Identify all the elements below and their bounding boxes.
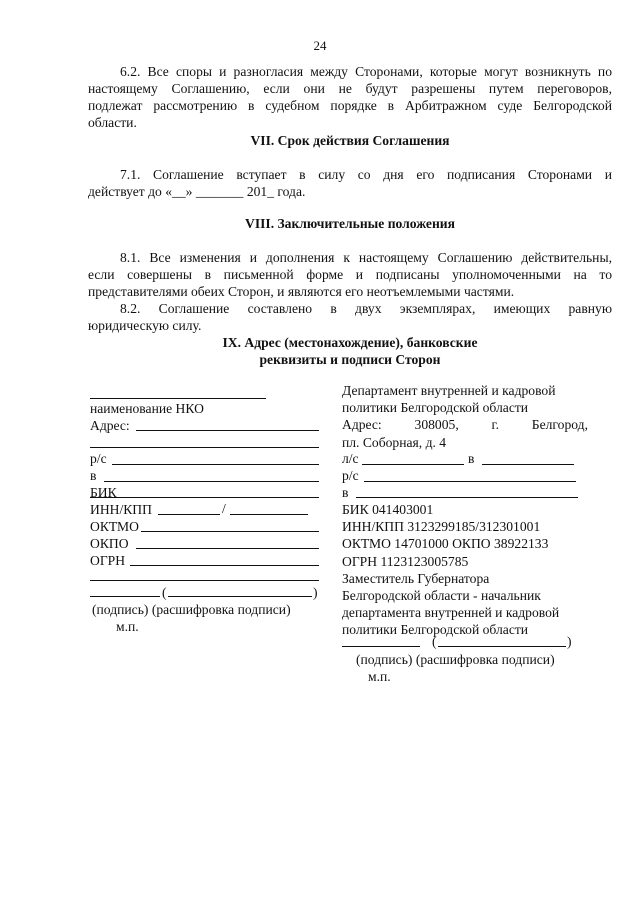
blank-line (90, 580, 319, 581)
dept-oktmo-okpo: ОКТМО 14701000 ОКПО 38922133 (342, 536, 549, 552)
inn-kpp-label: ИНН/КПП (90, 502, 152, 517)
dept-decryption-line (438, 646, 566, 647)
dept-bank-label: в (342, 485, 349, 500)
deputy-title-line3: департамента внутренней и кадровой (342, 605, 560, 621)
oktmo-line (141, 531, 319, 532)
decryption-line (168, 596, 312, 597)
okpo-label: ОКПО (90, 536, 129, 551)
ls-line (362, 464, 464, 465)
page-number: 24 (313, 38, 327, 53)
signature-line (90, 596, 160, 597)
p62-line2: настоящему Соглашению, если они не будут разрешены путем переговоров, (88, 81, 612, 96)
dept-inn-kpp: ИНН/КПП 3123299185/312301001 (342, 519, 541, 535)
p62-line1: 6.2. Все споры и разногласия между Сторонами, которые могут возникнуть по (120, 64, 612, 79)
okpo-line (136, 548, 319, 549)
decryption-open-paren: ( (162, 585, 167, 600)
section-9-title-line2: реквизиты и подписи Сторон (259, 352, 441, 367)
address-line-1 (136, 430, 319, 431)
deputy-title-line1: Заместитель Губернатора (342, 570, 490, 586)
rs-line (112, 464, 319, 465)
p81-line3: представителями обеих Сторон, и являются его неотъемлемыми частями. (88, 284, 515, 299)
p81-line1: 8.1. Все изменения и дополнения к настоящему Соглашению действительны, (120, 250, 612, 265)
bank-label: в (90, 468, 97, 483)
p81-line2: если совершены в письменной форме и подписаны уполномоченными на то (88, 267, 612, 282)
inn-line (158, 514, 220, 515)
p71-line2: действует до «__» _______ 201_ года. (88, 184, 306, 199)
dept-decryption-open-paren: ( (432, 634, 437, 649)
dept-address: Адрес: 308005, г. Белгород, (342, 417, 588, 433)
dept-sign-caption: (подпись) (расшифровка подписи) (356, 652, 555, 667)
dept-rs-label: р/с (342, 468, 359, 483)
oktmo-label: ОКТМО (90, 519, 139, 534)
dept-rs-line (364, 481, 576, 482)
dept-bik: БИК 041403001 (342, 502, 434, 517)
address-label: Адрес: (90, 418, 130, 433)
section-8-title: VIII. Заключительные положения (245, 216, 455, 231)
dept-name-line2: политики Белгородской области (342, 400, 529, 416)
p82-line1: 8.2. Соглашение составлено в двух экземплярах, имеющих равную (120, 301, 612, 316)
ogrn-line (130, 565, 319, 566)
ls-bank-line (482, 464, 574, 465)
bank-line (104, 481, 319, 482)
dept-address-line2: пл. Соборная, д. 4 (342, 434, 447, 450)
p62-line4: области. (88, 115, 137, 130)
org-name-line (90, 398, 266, 399)
ls-bank-label: в (468, 451, 475, 466)
rs-label: р/с (90, 451, 107, 466)
dept-name-line1: Департамент внутренней и кадровой (342, 383, 556, 398)
deputy-title-line2: Белгородской области - начальник (342, 587, 541, 603)
kpp-line (230, 514, 308, 515)
p71-line1: 7.1. Соглашение вступает в силу со дня его подписания Сторонами и (120, 167, 612, 182)
address-line-2 (90, 447, 319, 448)
p82-line2: юридическую силу. (88, 318, 202, 333)
decryption-close-paren: ) (313, 585, 318, 600)
org-name-label: наименование НКО (90, 401, 204, 416)
dept-bank-line (356, 497, 578, 498)
p62-line3: подлежат рассмотрению в судебном порядке в Арбитражном суде Белгородской (88, 98, 612, 113)
dept-ogrn: ОГРН 1123123005785 (342, 553, 469, 569)
sign-caption: (подпись) (расшифровка подписи) (92, 602, 291, 617)
stamp-label: м.п. (116, 619, 139, 634)
inn-kpp-separator: / (222, 501, 226, 516)
ogrn-label: ОГРН (90, 553, 126, 568)
bik-line (90, 497, 319, 498)
dept-decryption-close-paren: ) (567, 634, 572, 649)
section-7-title: VII. Срок действия Соглашения (250, 133, 450, 148)
deputy-title-line4: политики Белгородской области (342, 622, 529, 638)
bik-label: БИК (90, 485, 117, 500)
dept-signature-line (342, 646, 420, 647)
section-9-title-line1: IX. Адрес (местонахождение), банковские (222, 335, 478, 350)
ls-label: л/с (342, 451, 359, 466)
dept-stamp-label: м.п. (368, 669, 391, 684)
